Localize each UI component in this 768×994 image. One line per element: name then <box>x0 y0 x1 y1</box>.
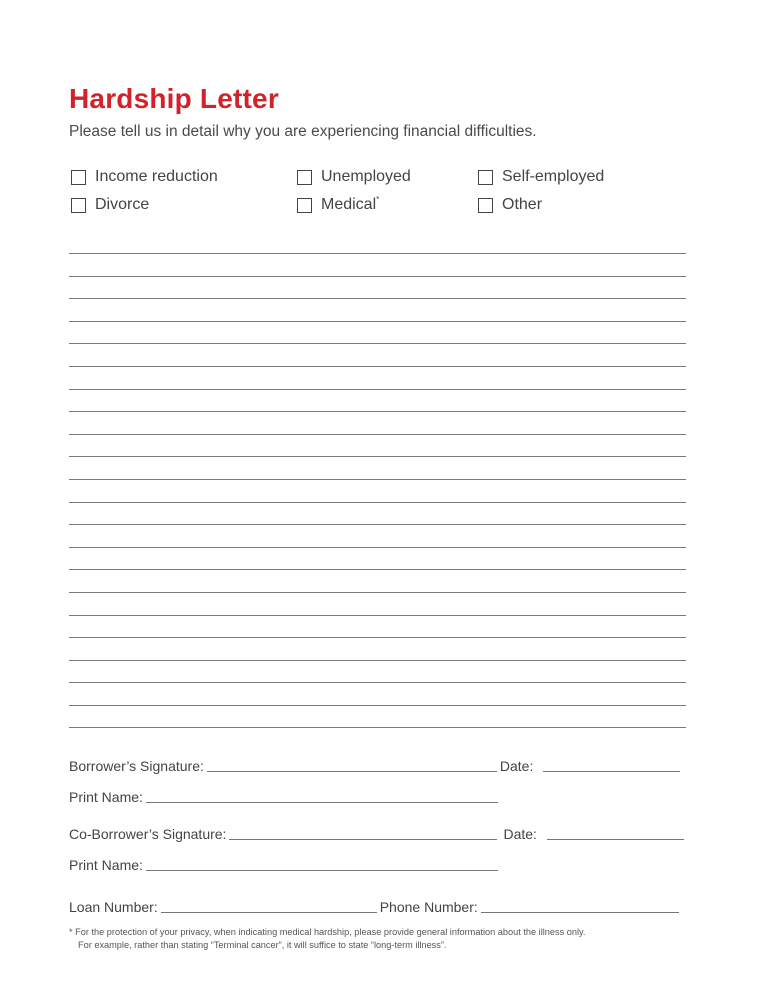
date-label: Date: <box>499 758 534 774</box>
coborrower-signature-label: Co-Borrower’s Signature: <box>69 826 227 842</box>
writing-line[interactable] <box>69 435 686 458</box>
checkbox-square[interactable] <box>297 170 312 185</box>
writing-line[interactable] <box>69 570 686 593</box>
checkbox-square[interactable] <box>71 198 86 213</box>
coborrower-print-name-row <box>69 851 687 873</box>
writing-line[interactable] <box>69 322 686 345</box>
reason-row-2 <box>0 196 768 218</box>
checkbox-square[interactable] <box>478 170 493 185</box>
print-name-label: Print Name: <box>69 789 143 805</box>
date-label: Date: <box>503 826 537 842</box>
writing-line[interactable] <box>69 277 686 300</box>
coborrower-print-name-field[interactable] <box>146 856 498 871</box>
writing-line[interactable] <box>69 548 686 571</box>
writing-line[interactable] <box>69 457 686 480</box>
checkbox-label: Income reduction <box>95 168 218 185</box>
coborrower-signature-row <box>69 820 687 842</box>
writing-line[interactable] <box>69 593 686 616</box>
footnote-line-1: * For the protection of your privacy, when indicating medical hardship, please provide general information about the illness only. <box>69 927 586 937</box>
reason-row-1 <box>0 168 768 190</box>
checkbox-other[interactable] <box>478 196 542 214</box>
writing-line[interactable] <box>69 683 686 706</box>
page-subtitle: Please tell us in detail why you are experiencing financial difficulties. <box>69 123 537 140</box>
writing-line[interactable] <box>69 503 686 526</box>
footnote-marker: * <box>376 195 380 204</box>
writing-line[interactable] <box>69 480 686 503</box>
writing-line[interactable] <box>69 706 686 729</box>
explanation-lines[interactable] <box>69 253 686 728</box>
checkbox-medical[interactable] <box>297 196 379 214</box>
checkbox-label-text: Medical <box>321 196 377 213</box>
borrower-signature-row <box>69 752 687 774</box>
checkbox-unemployed[interactable] <box>297 168 411 186</box>
page-title: Hardship Letter <box>69 83 279 114</box>
writing-line[interactable] <box>69 390 686 413</box>
checkbox-label: Self-employed <box>502 168 605 185</box>
print-name-label: Print Name: <box>69 857 143 873</box>
checkbox-income-reduction[interactable] <box>71 168 218 186</box>
checkbox-divorce[interactable] <box>71 196 149 214</box>
loan-number-field[interactable] <box>161 898 377 913</box>
checkbox-label: Unemployed <box>321 168 411 185</box>
writing-line[interactable] <box>69 254 686 277</box>
borrower-signature-label: Borrower’s Signature: <box>69 758 204 774</box>
loan-number-label: Loan Number: <box>69 899 158 915</box>
checkbox-square[interactable] <box>71 170 86 185</box>
writing-line[interactable] <box>69 367 686 390</box>
writing-line[interactable] <box>69 616 686 639</box>
writing-line[interactable] <box>69 661 686 684</box>
checkbox-label: Other <box>502 196 543 213</box>
writing-line[interactable] <box>69 525 686 548</box>
writing-line[interactable] <box>69 299 686 322</box>
privacy-footnote <box>69 926 689 952</box>
writing-line[interactable] <box>69 412 686 435</box>
loan-phone-row <box>69 893 687 915</box>
phone-number-label: Phone Number: <box>379 899 478 915</box>
writing-line[interactable] <box>69 344 686 367</box>
checkbox-label: Divorce <box>95 196 150 213</box>
checkbox-square[interactable] <box>478 198 493 213</box>
checkbox-label <box>321 196 379 214</box>
coborrower-signature-field[interactable] <box>229 825 497 840</box>
checkbox-self-employed[interactable] <box>478 168 604 186</box>
coborrower-date-field[interactable] <box>547 825 684 840</box>
phone-number-field[interactable] <box>481 898 679 913</box>
writing-line[interactable] <box>69 638 686 661</box>
checkbox-square[interactable] <box>297 198 312 213</box>
borrower-date-field[interactable] <box>543 757 680 772</box>
footnote-line-2: For example, rather than stating “Terminal cancer”, it will suffice to state “long-term illness”. <box>78 940 447 950</box>
borrower-print-name-field[interactable] <box>146 788 498 803</box>
borrower-signature-field[interactable] <box>207 757 497 772</box>
borrower-print-name-row <box>69 783 687 805</box>
